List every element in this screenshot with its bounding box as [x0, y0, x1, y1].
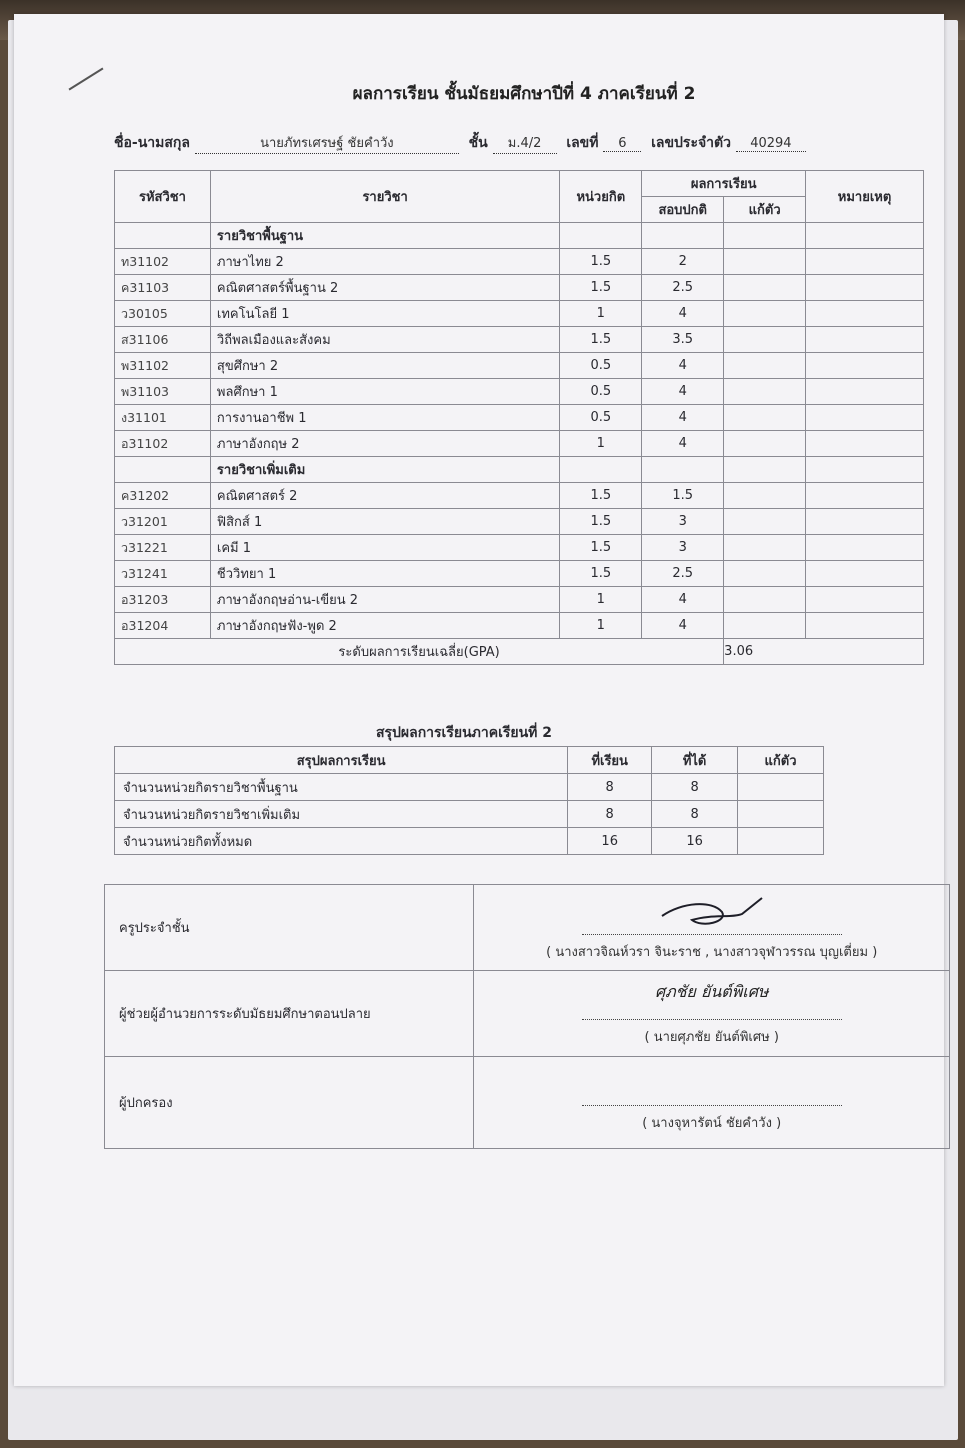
student-id: 40294 [736, 136, 806, 152]
course-credits: 0.5 [560, 379, 642, 405]
header-subject: รายวิชา [210, 171, 559, 223]
course-credits: 1.5 [560, 509, 642, 535]
course-grade: 2.5 [642, 561, 724, 587]
course-code: ว31201 [115, 509, 211, 535]
header-credits: หน่วยกิต [560, 171, 642, 223]
signature-line [582, 1005, 842, 1020]
table-row [115, 774, 824, 801]
course-name: คณิตศาสตร์ 2 [210, 483, 559, 509]
course-code: พ31103 [115, 379, 211, 405]
course-credits: 1.5 [560, 327, 642, 353]
course-grade: 2.5 [642, 275, 724, 301]
table-row [115, 405, 924, 431]
course-grade: 3 [642, 509, 724, 535]
credits-studied: 8 [568, 801, 652, 828]
signature-row [105, 971, 950, 1057]
course-grade: 1.5 [642, 483, 724, 509]
course-name: การงานอาชีพ 1 [210, 405, 559, 431]
table-row [115, 353, 924, 379]
header-result: ผลการเรียน [642, 171, 806, 197]
summary-label: จำนวนหน่วยกิตทั้งหมด [115, 828, 568, 855]
course-code: อ31102 [115, 431, 211, 457]
header-normal: สอบปกติ [642, 197, 724, 223]
table-row [115, 431, 924, 457]
table-row [115, 379, 924, 405]
course-name: วิถีพลเมืองและสังคม [210, 327, 559, 353]
course-name: เคมี 1 [210, 535, 559, 561]
course-code: อ31204 [115, 613, 211, 639]
table-row [115, 483, 924, 509]
course-grade: 2 [642, 249, 724, 275]
course-name: ภาษาอังกฤษ 2 [210, 431, 559, 457]
section-basic-label: รายวิชาพื้นฐาน [210, 223, 559, 249]
document-title: ผลการเรียน ชั้นมัธยมศึกษาปีที่ 4 ภาคเรียนที่ 2 [352, 84, 696, 104]
signature-cell [474, 885, 950, 971]
course-credits: 1.5 [560, 483, 642, 509]
course-credits: 1 [560, 587, 642, 613]
course-code: ว31221 [115, 535, 211, 561]
course-code: ส31106 [115, 327, 211, 353]
course-credits: 1.5 [560, 275, 642, 301]
table-row [115, 535, 924, 561]
summary-header: ที่ได้ [652, 747, 738, 774]
summary-table [114, 746, 824, 855]
course-name: ชีววิทยา 1 [210, 561, 559, 587]
course-code: อ31203 [115, 587, 211, 613]
header-remark: หมายเหตุ [806, 171, 924, 223]
id-label: เลขประจำตัว [651, 135, 731, 151]
course-name: คณิตศาสตร์พื้นฐาน 2 [210, 275, 559, 301]
signature-role: ครูประจำชั้น [105, 885, 474, 971]
course-grade: 3.5 [642, 327, 724, 353]
summary-header: ที่เรียน [568, 747, 652, 774]
section-extra-label: รายวิชาเพิ่มเติม [210, 457, 559, 483]
course-grade: 4 [642, 613, 724, 639]
course-code: ว30105 [115, 301, 211, 327]
course-grade: 4 [642, 301, 724, 327]
credits-earned: 8 [652, 774, 738, 801]
signer-name: ( นางสาวจิณห์วรา จินะราช , นางสาวจุฬาวรรณ บุญเตี่ยม ) [546, 944, 878, 960]
table-row [115, 249, 924, 275]
summary-header: สรุปผลการเรียน [115, 747, 568, 774]
course-name: ฟิสิกส์ 1 [210, 509, 559, 535]
credits-earned: 8 [652, 801, 738, 828]
course-credits: 1 [560, 431, 642, 457]
course-grade: 4 [642, 405, 724, 431]
course-grade: 4 [642, 353, 724, 379]
credits-studied: 16 [568, 828, 652, 855]
course-grade: 4 [642, 379, 724, 405]
signature-role: ผู้ช่วยผู้อำนวยการระดับมัธยมศึกษาตอนปลาย [105, 971, 474, 1057]
student-info-line [114, 132, 914, 154]
course-credits: 0.5 [560, 405, 642, 431]
gpa-label: ระดับผลการเรียนเฉลี่ย(GPA) [115, 639, 724, 665]
course-name: เทคโนโลยี 1 [210, 301, 559, 327]
signature-line [582, 1091, 842, 1106]
table-row [115, 828, 824, 855]
course-credits: 1 [560, 613, 642, 639]
course-grade: 4 [642, 431, 724, 457]
summary-label: จำนวนหน่วยกิตรายวิชาพื้นฐาน [115, 774, 568, 801]
student-class: ม.4/2 [493, 132, 557, 154]
signer-name: ( นายศุภชัย ยันต์พิเศษ ) [644, 1030, 779, 1045]
course-credits: 1 [560, 301, 642, 327]
section-row [115, 457, 924, 483]
pen-mark [69, 68, 104, 91]
course-credits: 1.5 [560, 561, 642, 587]
table-row [115, 275, 924, 301]
gpa-value: 3.06 [724, 639, 924, 665]
signature-table [104, 884, 950, 1149]
summary-label: จำนวนหน่วยกิตรายวิชาเพิ่มเติม [115, 801, 568, 828]
grade-report-document [14, 14, 944, 1386]
signature-row [105, 1057, 950, 1149]
header-code: รหัสวิชา [115, 171, 211, 223]
summary-header: แก้ตัว [738, 747, 824, 774]
class-label: ชั้น [468, 135, 488, 151]
table-row [115, 561, 924, 587]
course-name: ภาษาอังกฤษฟัง-พูด 2 [210, 613, 559, 639]
student-number: 6 [603, 136, 641, 152]
header-retake: แก้ตัว [724, 197, 806, 223]
grades-table [114, 170, 924, 665]
section-row [115, 223, 924, 249]
course-name: ภาษาอังกฤษอ่าน-เขียน 2 [210, 587, 559, 613]
course-code: ค31202 [115, 483, 211, 509]
table-row [115, 801, 824, 828]
signer-name: ( นางจุหารัตน์ ชัยคำวัง ) [642, 1115, 782, 1131]
course-name: สุขศึกษา 2 [210, 353, 559, 379]
course-name: พลศึกษา 1 [210, 379, 559, 405]
gpa-row [115, 639, 924, 665]
course-code: ว31241 [115, 561, 211, 587]
student-name: นายภัทรเศรษฐ์ ชัยคำวัง [195, 132, 459, 154]
course-code: พ31102 [115, 353, 211, 379]
table-row [115, 613, 924, 639]
course-grade: 4 [642, 587, 724, 613]
table-row [115, 301, 924, 327]
course-code: ค31103 [115, 275, 211, 301]
course-credits: 0.5 [560, 353, 642, 379]
course-code: ง31101 [115, 405, 211, 431]
signature-cell [474, 971, 950, 1057]
table-row [115, 509, 924, 535]
name-label: ชื่อ-นามสกุล [114, 135, 190, 151]
handwritten-signature: ศุภชัย ยันต์พิเศษ [654, 982, 769, 1001]
credits-studied: 8 [568, 774, 652, 801]
signature-row [105, 885, 950, 971]
credits-earned: 16 [652, 828, 738, 855]
course-name: ภาษาไทย 2 [210, 249, 559, 275]
course-credits: 1.5 [560, 535, 642, 561]
table-row [115, 587, 924, 613]
table-row [115, 327, 924, 353]
signature-role: ผู้ปกครอง [105, 1057, 474, 1149]
number-label: เลขที่ [566, 135, 599, 151]
signature-cell [474, 1057, 950, 1149]
summary-title: สรุปผลการเรียนภาคเรียนที่ 2 [375, 725, 553, 741]
course-credits: 1.5 [560, 249, 642, 275]
course-code: ท31102 [115, 249, 211, 275]
course-grade: 3 [642, 535, 724, 561]
